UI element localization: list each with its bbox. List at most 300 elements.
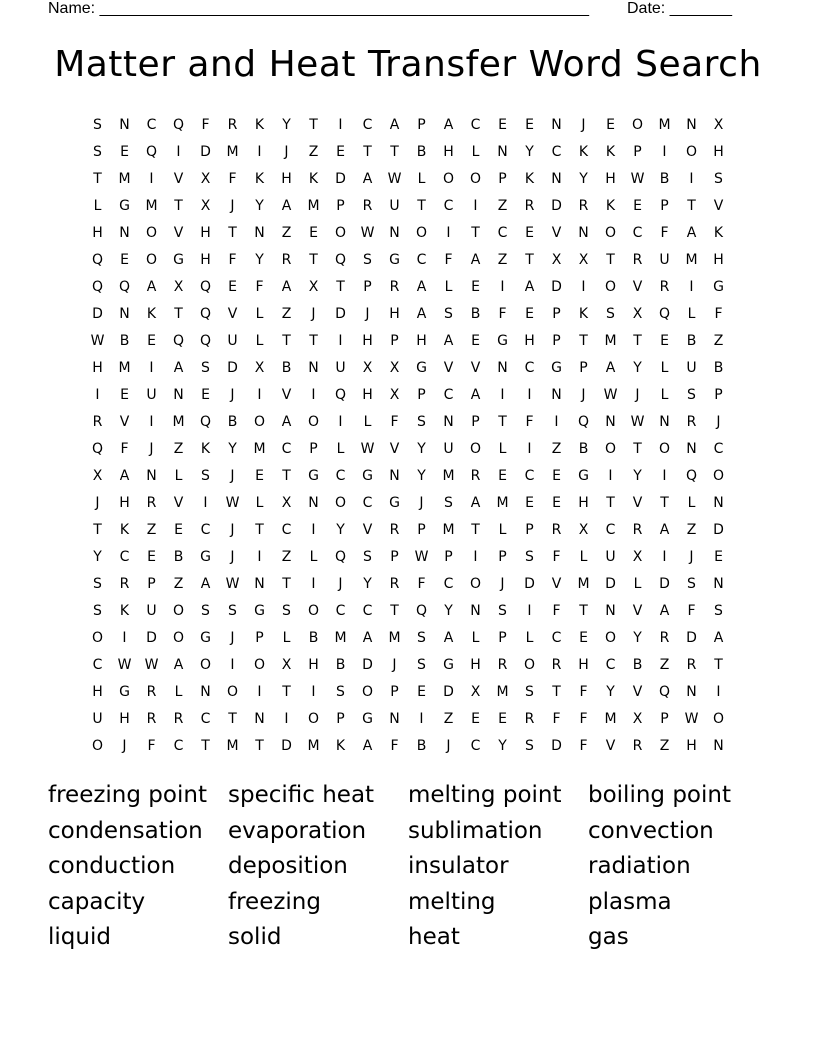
grid-letter: N: [254, 224, 265, 241]
grid-letter: P: [579, 359, 588, 376]
grid-letter: N: [254, 710, 265, 727]
grid-letter: E: [147, 548, 156, 565]
grid-letter: R: [632, 521, 643, 538]
grid-letter: D: [551, 197, 562, 214]
grid-letter: P: [525, 521, 534, 538]
grid-letter: P: [552, 332, 561, 349]
grid-letter: Q: [145, 143, 158, 160]
grid-letter: J: [365, 305, 370, 322]
grid-letter: A: [443, 332, 454, 349]
grid-letter: B: [335, 656, 346, 673]
grid-letter: I: [149, 413, 154, 430]
grid-letter: V: [551, 575, 562, 592]
grid-letter: O: [226, 683, 239, 700]
grid-letter: T: [282, 332, 291, 349]
grid-letter: O: [658, 440, 671, 457]
grid-letter: S: [93, 602, 102, 619]
grid-letter: F: [228, 251, 237, 268]
grid-letter: C: [551, 629, 562, 646]
grid-letter: T: [633, 440, 642, 457]
grid-letter: G: [551, 359, 562, 376]
grid-letter: W: [225, 494, 240, 511]
grid-letter: W: [117, 656, 132, 673]
grid-letter: C: [200, 710, 211, 727]
grid-letter: I: [203, 494, 208, 511]
grid-letter: C: [524, 359, 535, 376]
grid-letter: Y: [417, 467, 426, 484]
grid-letter: E: [228, 278, 237, 295]
grid-letter: P: [714, 386, 723, 403]
grid-letter: Q: [199, 305, 212, 322]
grid-letter: Y: [633, 467, 642, 484]
grid-letter: G: [578, 467, 589, 484]
word-bank-item: evaporation: [228, 817, 367, 844]
grid-letter: E: [471, 332, 480, 349]
grid-letter: T: [174, 305, 183, 322]
grid-letter: G: [389, 494, 400, 511]
grid-letter: N: [659, 413, 670, 430]
grid-letter: O: [334, 224, 347, 241]
grid-letter: L: [687, 494, 696, 511]
grid-letter: Q: [658, 683, 671, 700]
grid-letter: O: [415, 224, 428, 241]
grid-letter: E: [120, 251, 129, 268]
grid-letter: Z: [659, 737, 670, 754]
grid-letter: A: [470, 494, 481, 511]
grid-letter: Z: [173, 440, 184, 457]
grid-letter: L: [525, 629, 534, 646]
grid-letter: F: [390, 737, 399, 754]
grid-letter: N: [497, 143, 508, 160]
grid-letter: M: [145, 197, 158, 214]
grid-letter: I: [338, 413, 343, 430]
grid-letter: C: [362, 602, 373, 619]
grid-letter: H: [686, 737, 697, 754]
grid-letter: P: [498, 548, 507, 565]
grid-letter: E: [201, 386, 210, 403]
grid-letter: V: [713, 197, 724, 214]
grid-letter: N: [551, 116, 562, 133]
grid-letter: P: [417, 116, 426, 133]
grid-letter: M: [496, 494, 509, 511]
grid-letter: E: [120, 386, 129, 403]
grid-letter: Q: [172, 332, 185, 349]
grid-letter: T: [309, 332, 318, 349]
grid-letter: M: [388, 629, 401, 646]
grid-letter: P: [336, 197, 345, 214]
grid-letter: D: [200, 143, 211, 160]
grid-letter: H: [713, 251, 724, 268]
word-bank-item: sublimation: [408, 817, 543, 844]
grid-letter: Y: [444, 602, 453, 619]
letter-grid: [84, 111, 732, 759]
grid-letter: Q: [118, 278, 131, 295]
word-bank-item: freezing: [228, 888, 321, 915]
grid-letter: L: [174, 683, 183, 700]
grid-letter: P: [390, 332, 399, 349]
grid-letter: C: [362, 494, 373, 511]
grid-letter: Q: [577, 413, 590, 430]
grid-letter: O: [172, 602, 185, 619]
grid-letter: T: [201, 737, 210, 754]
grid-letter: N: [308, 359, 319, 376]
grid-letter: F: [417, 575, 426, 592]
grid-letter: X: [308, 278, 319, 295]
grid-letter: K: [146, 305, 157, 322]
grid-letter: X: [92, 467, 103, 484]
grid-letter: T: [309, 251, 318, 268]
grid-letter: D: [362, 656, 373, 673]
grid-letter: Z: [659, 656, 670, 673]
grid-letter: A: [686, 224, 697, 241]
grid-letter: I: [122, 629, 127, 646]
grid-letter: F: [390, 413, 399, 430]
grid-letter: I: [662, 143, 667, 160]
grid-letter: O: [253, 413, 266, 430]
grid-letter: S: [444, 305, 453, 322]
grid-letter: S: [714, 170, 723, 187]
grid-letter: E: [606, 116, 615, 133]
grid-letter: L: [417, 170, 426, 187]
grid-letter: I: [284, 710, 289, 727]
grid-letter: J: [635, 386, 640, 403]
grid-letter: G: [200, 548, 211, 565]
grid-letter: J: [284, 143, 289, 160]
grid-letter: N: [389, 467, 400, 484]
grid-letter: X: [389, 359, 400, 376]
grid-letter: A: [659, 521, 670, 538]
grid-letter: H: [605, 170, 616, 187]
grid-letter: O: [631, 116, 644, 133]
grid-letter: E: [417, 683, 426, 700]
grid-letter: I: [311, 521, 316, 538]
grid-letter: M: [442, 521, 455, 538]
grid-letter: H: [92, 359, 103, 376]
grid-letter: E: [255, 467, 264, 484]
grid-letter: T: [93, 521, 102, 538]
grid-letter: A: [200, 575, 211, 592]
grid-letter: X: [254, 359, 265, 376]
grid-letter: U: [686, 359, 697, 376]
grid-letter: L: [255, 494, 264, 511]
grid-letter: T: [336, 278, 345, 295]
grid-letter: V: [227, 305, 238, 322]
grid-letter: A: [281, 278, 292, 295]
grid-letter: Z: [281, 305, 292, 322]
grid-letter: O: [91, 629, 104, 646]
grid-letter: V: [443, 359, 454, 376]
grid-letter: O: [361, 683, 374, 700]
grid-letter: A: [173, 656, 184, 673]
grid-letter: I: [473, 197, 478, 214]
grid-letter: P: [390, 683, 399, 700]
grid-letter: R: [632, 737, 643, 754]
grid-letter: D: [551, 278, 562, 295]
grid-letter: E: [714, 548, 723, 565]
word-bank-item: melting: [408, 888, 496, 915]
grid-letter: L: [579, 548, 588, 565]
grid-letter: Q: [172, 116, 185, 133]
grid-letter: U: [443, 440, 454, 457]
word-bank-item: plasma: [588, 888, 672, 915]
grid-letter: Y: [255, 251, 264, 268]
grid-letter: A: [362, 737, 373, 754]
grid-letter: U: [659, 251, 670, 268]
grid-letter: X: [281, 656, 292, 673]
grid-letter: S: [687, 575, 696, 592]
grid-letter: B: [119, 332, 130, 349]
grid-letter: K: [200, 440, 211, 457]
grid-letter: S: [93, 575, 102, 592]
grid-letter: L: [309, 548, 318, 565]
grid-letter: D: [659, 575, 670, 592]
grid-letter: Y: [417, 440, 426, 457]
grid-letter: A: [470, 251, 481, 268]
grid-letter: V: [173, 170, 184, 187]
grid-letter: J: [230, 197, 235, 214]
grid-letter: H: [281, 170, 292, 187]
grid-letter: K: [578, 305, 589, 322]
grid-letter: E: [525, 494, 534, 511]
grid-letter: J: [716, 413, 721, 430]
grid-letter: A: [470, 386, 481, 403]
grid-letter: L: [255, 305, 264, 322]
grid-letter: M: [496, 683, 509, 700]
grid-letter: B: [227, 413, 238, 430]
grid-letter: O: [172, 629, 185, 646]
grid-letter: C: [443, 575, 454, 592]
grid-letter: W: [225, 575, 240, 592]
grid-letter: A: [389, 116, 400, 133]
grid-letter: T: [93, 170, 102, 187]
grid-letter: H: [119, 710, 130, 727]
grid-letter: W: [360, 440, 375, 457]
grid-letter: M: [604, 332, 617, 349]
grid-letter: P: [147, 575, 156, 592]
grid-letter: F: [660, 224, 669, 241]
grid-letter: N: [686, 116, 697, 133]
grid-letter: A: [173, 359, 184, 376]
word-bank-item: liquid: [48, 924, 111, 950]
grid-letter: H: [200, 224, 211, 241]
grid-letter: W: [90, 332, 105, 349]
grid-letter: Y: [633, 359, 642, 376]
grid-letter: Y: [606, 683, 615, 700]
grid-letter: O: [145, 251, 158, 268]
grid-letter: N: [119, 116, 130, 133]
word-bank-item: gas: [588, 924, 629, 950]
grid-letter: G: [497, 332, 508, 349]
grid-letter: Z: [146, 521, 157, 538]
grid-letter: T: [552, 683, 561, 700]
grid-letter: Z: [713, 332, 724, 349]
grid-letter: F: [498, 305, 507, 322]
grid-letter: K: [578, 143, 589, 160]
grid-letter: R: [686, 413, 697, 430]
grid-letter: I: [581, 278, 586, 295]
grid-letter: L: [660, 359, 669, 376]
grid-letter: I: [473, 548, 478, 565]
grid-letter: Q: [199, 278, 212, 295]
grid-letter: O: [91, 737, 104, 754]
grid-letter: T: [498, 413, 507, 430]
grid-letter: X: [632, 548, 643, 565]
grid-letter: Z: [497, 197, 508, 214]
grid-letter: X: [200, 170, 211, 187]
grid-letter: G: [200, 629, 211, 646]
grid-letter: J: [95, 494, 100, 511]
grid-letter: G: [308, 467, 319, 484]
grid-letter: J: [149, 440, 154, 457]
word-bank-item: conduction: [48, 853, 176, 879]
grid-letter: O: [334, 494, 347, 511]
grid-letter: S: [498, 602, 507, 619]
grid-letter: M: [307, 197, 320, 214]
grid-letter: I: [527, 602, 532, 619]
grid-letter: G: [173, 251, 184, 268]
grid-letter: I: [500, 278, 505, 295]
grid-letter: A: [605, 359, 616, 376]
grid-letter: L: [255, 332, 264, 349]
grid-letter: F: [579, 710, 588, 727]
grid-letter: C: [713, 440, 724, 457]
grid-letter: D: [146, 629, 157, 646]
grid-letter: A: [362, 170, 373, 187]
grid-letter: S: [417, 629, 426, 646]
grid-letter: X: [470, 683, 481, 700]
grid-letter: N: [605, 602, 616, 619]
grid-letter: T: [282, 575, 291, 592]
grid-letter: C: [200, 521, 211, 538]
grid-letter: X: [389, 386, 400, 403]
grid-letter: N: [254, 575, 265, 592]
grid-letter: Y: [633, 629, 642, 646]
grid-letter: G: [119, 683, 130, 700]
grid-letter: E: [147, 332, 156, 349]
grid-letter: A: [119, 467, 130, 484]
grid-letter: F: [552, 602, 561, 619]
grid-letter: D: [335, 305, 346, 322]
grid-letter: O: [253, 656, 266, 673]
word-bank-item: convection: [588, 817, 714, 844]
grid-letter: Q: [199, 413, 212, 430]
grid-letter: R: [524, 197, 535, 214]
grid-letter: Q: [334, 251, 347, 268]
grid-letter: H: [92, 683, 103, 700]
grid-letter: M: [658, 116, 671, 133]
grid-letter: N: [200, 683, 211, 700]
grid-letter: L: [336, 440, 345, 457]
grid-letter: I: [311, 386, 316, 403]
grid-letter: O: [199, 656, 212, 673]
grid-letter: Z: [308, 143, 319, 160]
grid-letter: I: [257, 683, 262, 700]
grid-letter: R: [578, 197, 589, 214]
grid-letter: E: [660, 332, 669, 349]
grid-letter: A: [524, 278, 535, 295]
grid-letter: U: [335, 359, 346, 376]
grid-letter: C: [281, 521, 292, 538]
grid-letter: O: [307, 710, 320, 727]
grid-letter: G: [254, 602, 265, 619]
grid-letter: D: [524, 575, 535, 592]
grid-letter: Z: [281, 224, 292, 241]
grid-letter: N: [497, 359, 508, 376]
grid-letter: N: [551, 170, 562, 187]
grid-letter: J: [419, 494, 424, 511]
grid-letter: W: [360, 224, 375, 241]
grid-letter: K: [524, 170, 535, 187]
grid-letter: V: [173, 494, 184, 511]
grid-letter: M: [172, 413, 185, 430]
grid-letter: L: [93, 197, 102, 214]
grid-letter: R: [146, 494, 157, 511]
grid-letter: P: [498, 629, 507, 646]
grid-letter: P: [336, 710, 345, 727]
grid-letter: T: [687, 197, 696, 214]
grid-letter: Q: [91, 251, 104, 268]
word-bank-item: specific heat: [228, 782, 375, 808]
grid-letter: U: [389, 197, 400, 214]
grid-letter: K: [605, 143, 616, 160]
grid-letter: B: [632, 656, 643, 673]
grid-letter: T: [417, 197, 426, 214]
grid-letter: L: [633, 575, 642, 592]
grid-letter: S: [201, 359, 210, 376]
grid-letter: C: [443, 386, 454, 403]
grid-letter: C: [605, 521, 616, 538]
grid-letter: G: [443, 656, 454, 673]
grid-letter: X: [551, 251, 562, 268]
grid-letter: I: [338, 116, 343, 133]
grid-letter: X: [281, 494, 292, 511]
grid-letter: T: [255, 737, 264, 754]
grid-letter: M: [307, 737, 320, 754]
grid-letter: Q: [658, 305, 671, 322]
grid-letter: I: [257, 143, 262, 160]
grid-letter: C: [362, 116, 373, 133]
word-bank-item: melting point: [408, 782, 562, 808]
grid-letter: C: [173, 737, 184, 754]
grid-letter: R: [632, 251, 643, 268]
grid-letter: X: [200, 197, 211, 214]
grid-letter: O: [469, 440, 482, 457]
grid-letter: P: [660, 710, 669, 727]
grid-letter: V: [119, 413, 130, 430]
grid-letter: F: [444, 251, 453, 268]
grid-letter: E: [471, 710, 480, 727]
grid-letter: V: [470, 359, 481, 376]
grid-letter: U: [146, 386, 157, 403]
grid-letter: I: [689, 170, 694, 187]
grid-letter: S: [525, 683, 534, 700]
grid-letter: P: [633, 143, 642, 160]
grid-letter: E: [498, 116, 507, 133]
grid-letter: Q: [91, 278, 104, 295]
grid-letter: B: [659, 170, 670, 187]
grid-letter: L: [444, 278, 453, 295]
grid-letter: R: [146, 710, 157, 727]
grid-letter: G: [362, 710, 373, 727]
grid-letter: A: [416, 278, 427, 295]
grid-letter: V: [551, 224, 562, 241]
grid-letter: O: [442, 170, 455, 187]
grid-letter: N: [119, 224, 130, 241]
grid-letter: C: [524, 467, 535, 484]
grid-letter: F: [525, 413, 534, 430]
grid-letter: P: [363, 278, 372, 295]
grid-letter: N: [173, 386, 184, 403]
